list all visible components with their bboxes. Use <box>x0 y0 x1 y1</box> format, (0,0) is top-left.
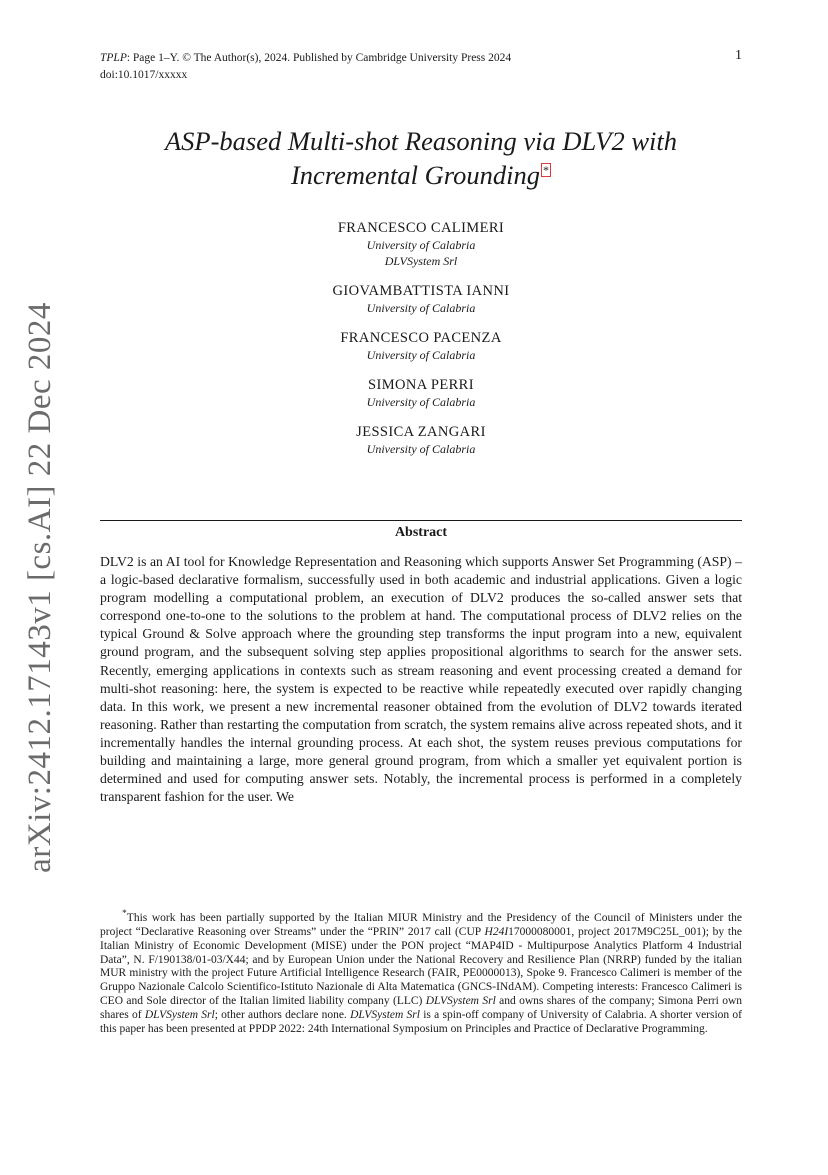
abstract-heading: Abstract <box>394 525 448 540</box>
author-block <box>100 329 742 363</box>
author-block <box>100 282 742 316</box>
author-affiliation: DLVSystem Srl <box>384 254 458 268</box>
doi: doi:10.1017/xxxxx <box>100 69 188 81</box>
running-head <box>100 50 742 84</box>
abstract-divider <box>100 520 742 521</box>
title-line-2 <box>100 158 742 192</box>
author-name: GIOVAMBATTISTA IANNI <box>332 283 510 299</box>
footnote-text-part: and owns shares of the company; Simona Perri own shares of <box>100 995 742 1022</box>
title-line-1: ASP-based Multi-shot Reasoning via DLV2 with <box>164 126 678 156</box>
footnote-text-part: ; other authors declare none. <box>214 1009 351 1022</box>
author-block <box>100 423 742 457</box>
author-affiliation: University of Calabria <box>366 395 476 409</box>
author-affiliation: University of Calabria <box>366 348 476 362</box>
author-name: FRANCESCO PACENZA <box>340 330 502 346</box>
cup-code: H24I <box>484 925 509 938</box>
author-block <box>100 376 742 410</box>
page-number: 1 <box>735 48 742 63</box>
author-list <box>100 219 742 470</box>
author-affiliation: University of Calabria <box>366 442 476 456</box>
footnote-text-part: This work has been partially supported by the Italian MIUR Ministry and the Presidency of the Council of Ministers under the project “Declarative Reasoning over Streams” under the “PRIN” 2017 call (CUP <box>100 911 742 938</box>
footnote-mark: * <box>122 908 127 919</box>
paper-title <box>100 124 742 192</box>
author-affiliation: University of Calabria <box>366 238 476 252</box>
title-line-2-text: Incremental Grounding <box>290 160 540 190</box>
footnote-text-part: 17000080001, project 2017M9C25L_001); by the Italian Ministry of Economic Development (MISE) under the PON project “MAP4ID - Multipurpose Analytics Platform 4 Industrial Data”, N. F/190138/01-03/X44; and by European Union under the National Recovery and Resilience Plan (NRRP) funded by the italian MUR ministry with the project Future Artificial Intelligence Research (FAIR, PE0000013), Spoke 9. Francesco Calimeri is member of the Gruppo Nazionale Calcolo Scientifico-Istituto Nazionale di Alta Matematica (GNCS-INdAM). Competing interests: Francesco Calimeri is CEO and Sole director of the Italian limited liability company (LLC) <box>100 925 742 1008</box>
company-name: DLVSystem Srl <box>144 1009 215 1022</box>
arxiv-identifier: arXiv:2412.17143v1 [cs.AI] 22 Dec 2024 <box>21 302 58 873</box>
footnote-text-part: is a spin-off company of University of Calabria. A shorter version of this paper has been presented at PPDP 2022: 24th International Symposium on Principles and Practice of Declarative Programming. <box>100 1009 742 1036</box>
author-name: JESSICA ZANGARI <box>356 424 486 440</box>
journal-name: TPLP <box>100 52 127 64</box>
title-footnote-link[interactable]: * <box>543 163 549 178</box>
author-name: SIMONA PERRI <box>368 377 474 393</box>
arxiv-sidebar-stamp <box>10 0 70 1175</box>
author-affiliation: University of Calabria <box>366 301 476 315</box>
company-name: DLVSystem Srl <box>425 995 496 1008</box>
journal-line <box>100 50 742 67</box>
page-info: : Page 1–Y. © The Author(s), 2024. Published by Cambridge University Press 2024 <box>126 52 512 64</box>
abstract-text: DLV2 is an AI tool for Knowledge Representation and Reasoning which supports Answer Set Programming (ASP) – a logic-based declarative formalism, successfully used in both academic and industrial applications. Given a logic program modelling a computational problem, an execution of DLV2 produces the so-called answer sets that correspond one-to-one to the solutions to the problem at hand. The computational process of DLV2 relies on the typical Ground & Solve approach where the grounding step transforms the input program into a new, equivalent ground program, and the subsequent solving step applies propositional algorithms to search for the answer sets. Recently, emerging applications in contexts such as stream reasoning and event processing created a demand for multi-shot reasoning: here, the system is expected to be reactive while repeatedly executed over rapidly changing data. In this work, we present a new incremental reasoner obtained from the evolution of DLV2 towards iterated reasoning. Rather than restarting the computation from scratch, the system remains alive across repeated shots, and it incrementally handles the internal grounding process. At each shot, the system reuses previous computations for building and maintaining a large, more general ground program, from which a smaller yet equivalent portion is determined and used for computing answer sets. Notably, the incremental process is performed in a completely transparent fashion for the user. We <box>100 554 742 805</box>
company-name: DLVSystem Srl <box>350 1009 420 1022</box>
title-footnote <box>100 907 742 1037</box>
author-name: FRANCESCO CALIMERI <box>337 220 505 236</box>
author-block <box>100 219 742 269</box>
